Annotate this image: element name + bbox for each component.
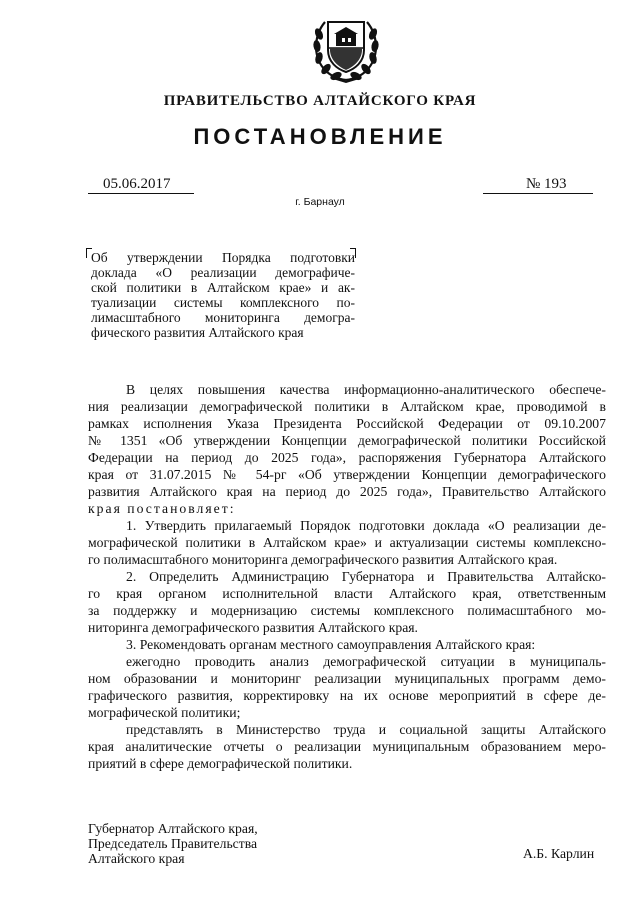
subject-line: ской политики в Алтайском крае» и ак- xyxy=(91,280,355,295)
body-line: края от 31.07.2015 № 54-рг «Об утверждении Концепции демографического xyxy=(88,467,606,482)
clause-2-line: 2. Определить Администрацию Губернатора и Правительства Алтайско- xyxy=(126,569,606,584)
signatory-name: А.Б. Карлин xyxy=(523,846,595,861)
body-line: края постановляет: xyxy=(88,501,236,516)
clause-1-line: го полимасштабного мониторинга демографического развития Алтайского края. xyxy=(88,552,558,567)
document-type-title: ПОСТАНОВЛЕНИЕ xyxy=(193,124,447,149)
clause-2-line: го края органом исполнительной власти Алтайского края, ответственным xyxy=(88,586,606,601)
clause-3-line: графического развития, корректировку на их основе мероприятий в сфере де- xyxy=(88,688,606,703)
clause-2-line: ниторинга демографического развития Алтайского края. xyxy=(88,620,418,635)
document-date: 05.06.2017 xyxy=(88,176,194,194)
signatory-position xyxy=(88,821,258,866)
document-number: № 193 xyxy=(483,176,593,194)
clause-3-line: края аналитические отчеты о реализации муниципальным образованием меро- xyxy=(88,739,606,754)
organization-title: ПРАВИТЕЛЬСТВО АЛТАЙСКОГО КРАЯ xyxy=(163,93,477,109)
document-body xyxy=(88,381,606,772)
clause-3-line: ном образовании и мониторинг реализации муниципальных программ демо- xyxy=(88,671,606,686)
subject-line: лимасштабного мониторинга демогра- xyxy=(91,310,355,325)
clause-3-line: ежегодно проводить анализ демографической ситуации в муниципаль- xyxy=(126,654,606,669)
signatory-position-line: Председатель Правительства xyxy=(88,836,258,851)
body-line: ния реализации демографической политики в Алтайском крае, проводимой в xyxy=(88,399,606,414)
body-line: Федерации на период до 2025 года», распоряжения Губернатора Алтайского xyxy=(88,450,606,465)
subject-line: Об утверждении Порядка подготовки xyxy=(91,250,355,265)
body-line: № 1351 «Об утверждении Концепции демографической политики Российской xyxy=(88,433,606,448)
city-label: г. Барнаул xyxy=(295,196,345,208)
document-subject xyxy=(91,250,355,340)
clause-3-line: мографической политики; xyxy=(88,705,241,720)
clause-2-line: за поддержку и модернизацию системы комплексного полимасштабного мо- xyxy=(88,603,606,618)
body-line: В целях повышения качества информационно-аналитического обеспече- xyxy=(126,382,606,397)
subject-line: фического развития Алтайского края xyxy=(91,325,304,340)
subject-line: туализации системы комплексного по- xyxy=(91,295,355,310)
clause-1-line: 1. Утвердить прилагаемый Порядок подготовки доклада «О реализации де- xyxy=(126,518,606,533)
clause-3-line: приятий в сфере демографической политики. xyxy=(88,756,353,771)
body-line: развития Алтайского края на период до 2025 года», Правительство Алтайского xyxy=(88,484,606,499)
clause-3-line: представлять в Министерство труда и социальной защиты Алтайского xyxy=(126,722,606,737)
subject-line: доклада «О реализации демографиче- xyxy=(91,265,355,280)
signatory-position-line: Губернатор Алтайского края, xyxy=(88,821,258,836)
coat-of-arms-emblem xyxy=(309,14,383,86)
signatory-position-line: Алтайского края xyxy=(88,851,185,866)
body-line: рамках исполнения Указа Президента Российской Федерации от 09.10.2007 xyxy=(88,416,606,431)
clause-3-line: 3. Рекомендовать органам местного самоуправления Алтайского края: xyxy=(126,637,536,652)
clause-1-line: мографической политики в Алтайском крае» и актуализации системы комплексно- xyxy=(88,535,606,550)
